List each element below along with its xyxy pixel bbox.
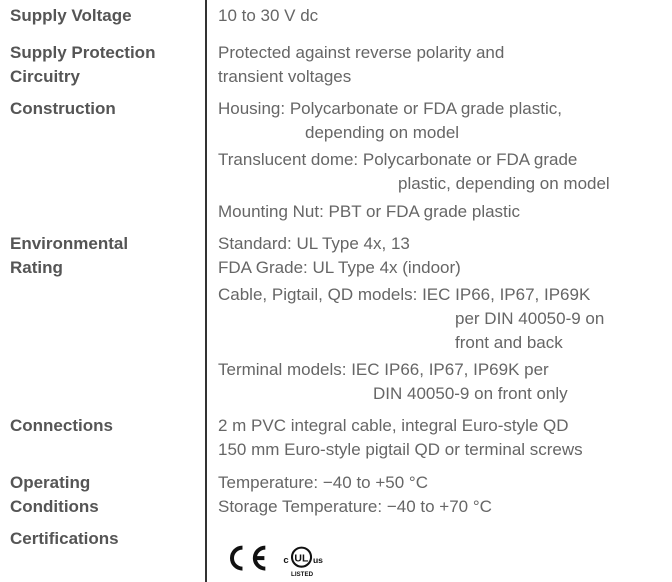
value-construction-line2: depending on model: [305, 123, 460, 142]
value-environmental-line2: FDA Grade: UL Type 4x (indoor): [218, 258, 461, 277]
label-connections: Connections: [10, 416, 113, 435]
ul-listed-mark-icon: [283, 548, 323, 579]
value-supply-protection-line2: transient voltages: [218, 67, 352, 86]
value-environmental-line5: front and back: [455, 333, 563, 352]
ul-us-text: us: [312, 554, 323, 565]
value-construction-line5: Mounting Nut: PBT or FDA grade plastic: [218, 202, 521, 221]
column-divider: [205, 0, 207, 582]
label-supply-voltage: Supply Voltage: [10, 6, 132, 25]
value-environmental-line6: Terminal models: IEC IP66, IP67, IP69K per: [218, 360, 549, 379]
label-environmental-rating-line2: Rating: [10, 258, 63, 277]
label-supply-protection-line2: Circuitry: [10, 67, 80, 86]
label-operating-conditions-line2: Conditions: [10, 497, 99, 516]
label-certifications: Certifications: [10, 529, 119, 548]
label-supply-protection-line1: Supply Protection: [10, 43, 156, 62]
ul-text: UL: [294, 553, 309, 565]
value-environmental-line1: Standard: UL Type 4x, 13: [218, 234, 410, 253]
ul-listed-text: LISTED: [291, 571, 314, 579]
value-operating-line1: Temperature: −40 to +50 °C: [218, 473, 428, 492]
value-construction-line3: Translucent dome: Polycarbonate or FDA grade: [218, 150, 578, 169]
value-connections-line2: 150 mm Euro-style pigtail QD or terminal screws: [218, 440, 583, 459]
label-construction: Construction: [10, 99, 116, 118]
value-environmental-line7: DIN 40050-9 on front only: [373, 384, 568, 403]
value-supply-voltage: 10 to 30 V dc: [218, 6, 319, 25]
value-construction-line4: plastic, depending on model: [398, 174, 610, 193]
value-construction-line1: Housing: Polycarbonate or FDA grade plastic,: [218, 99, 562, 118]
value-supply-protection-line1: Protected against reverse polarity and: [218, 43, 505, 62]
value-operating-line2: Storage Temperature: −40 to +70 °C: [218, 497, 492, 516]
label-environmental-rating-line1: Environmental: [10, 234, 129, 253]
certification-marks: [222, 540, 362, 580]
ul-c-text: c: [283, 554, 289, 566]
label-operating-conditions-line1: Operating: [10, 473, 91, 492]
value-environmental-line3: Cable, Pigtail, QD models: IEC IP66, IP67, IP69K: [218, 285, 591, 304]
ce-mark-icon: [232, 548, 265, 569]
value-connections-line1: 2 m PVC integral cable, integral Euro-style QD: [218, 416, 569, 435]
value-environmental-line4: per DIN 40050-9 on: [455, 309, 605, 328]
